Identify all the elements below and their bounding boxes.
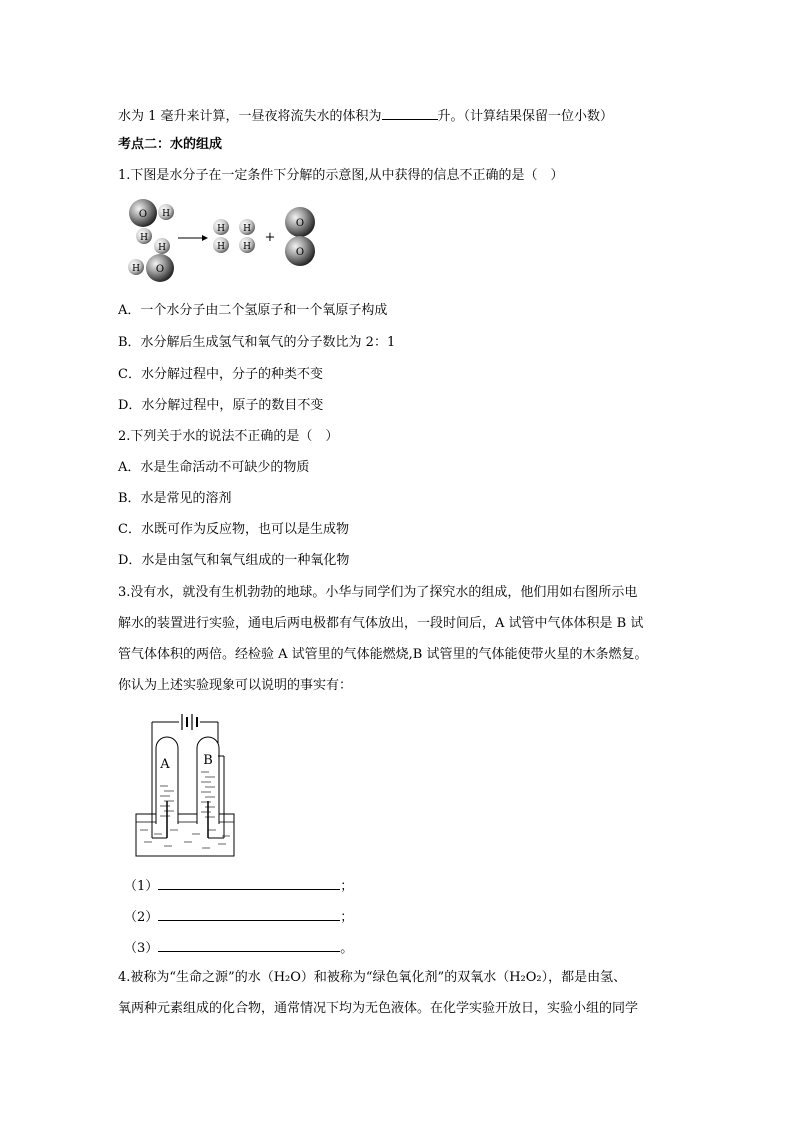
q2-option-c: C．水既可作为反应物，也可以是生成物 (118, 522, 349, 537)
tube-a-label: A (160, 757, 170, 772)
svg-text:O: O (155, 264, 165, 275)
q1-option-c: C．水分解过程中，分子的种类不变 (118, 367, 323, 382)
q3-line-1: 3.没有水，就没有生机勃勃的地球。小华与同学们为了探究水的组成，他们用如右图所示电 (118, 585, 638, 600)
svg-text:O: O (295, 218, 305, 229)
svg-text:H: H (140, 233, 148, 243)
svg-text:H: H (217, 224, 225, 234)
q3-answer-3-blank[interactable] (158, 938, 340, 952)
q2-option-a: A．水是生命活动不可缺少的物质 (118, 460, 310, 475)
electrolysis-apparatus (134, 706, 236, 858)
q3-answer-2-label: （2） (124, 910, 159, 925)
plus-sign: + (264, 230, 276, 245)
q4-line-2: 氧两种元素组成的化合物，通常情况下均为无色液体。在化学实验开放日，实验小组的同学 (118, 1001, 639, 1016)
q3-answer-2 (124, 907, 353, 926)
intro-answer-blank[interactable] (382, 106, 438, 120)
svg-text:O: O (138, 209, 148, 220)
water-molecule-bottom (128, 238, 174, 282)
q4-line-1: 4.被称为“生命之源”的水（H₂O）和被称为“绿色氧化剂”的双氧水（H₂O₂），都是由氢、 (118, 970, 627, 985)
q3-answer-1-label: （1） (124, 879, 159, 894)
q3-answer-1-blank[interactable] (158, 876, 340, 890)
test-tube-a (152, 737, 178, 838)
intro-line (118, 106, 613, 125)
section-title: 考点二：水的组成 (118, 137, 223, 152)
q3-line-3: 管气体体积的两倍。经检验 A 试管里的气体能燃烧,B 试管里的气体能使带火星的木条燃复。 (118, 647, 648, 662)
water-molecule-top (129, 199, 174, 244)
water-decomposition-diagram (118, 196, 338, 286)
q2-option-d: D．水是由氢气和氧气组成的一种氧化物 (118, 553, 350, 568)
reaction-arrow (178, 235, 208, 241)
q3-line-4: 你认为上述实验现象可以说明的事实有： (118, 678, 353, 693)
q1-option-b: B．水分解后生成氢气和氧气的分子数比为 2：1 (118, 335, 396, 350)
q1-option-a: A．一个水分子由二个氢原子和一个氧原子构成 (118, 303, 388, 318)
q3-answer-3-label: （3） (124, 941, 159, 956)
q3-answer-3 (124, 938, 353, 957)
q3-answer-2-end: ； (340, 910, 354, 925)
svg-text:O: O (295, 247, 305, 258)
oxygen-molecule (285, 207, 315, 266)
q3-answer-1-end: ； (340, 879, 354, 894)
q1-stem: 1.下图是水分子在一定条件下分解的示意图,从中获得的信息不正确的是（ ） (118, 168, 564, 183)
tube-b-label: B (203, 753, 213, 768)
q2-option-b: B．水是常见的溶剂 (118, 491, 232, 506)
q3-answer-2-blank[interactable] (158, 907, 340, 921)
hydrogen-molecule-right (239, 219, 255, 253)
q2-stem: 2.下列关于水的说法不正确的是（ ） (118, 429, 339, 444)
q3-answer-3-end: 。 (340, 941, 354, 956)
svg-text:H: H (243, 224, 251, 234)
q3-answer-1 (124, 876, 353, 895)
intro-text-before: 水为 1 毫升来计算，一昼夜将流失水的体积为 (118, 109, 382, 124)
svg-text:H: H (243, 242, 251, 252)
hydrogen-molecule-left (213, 219, 229, 253)
intro-text-after: 升。（计算结果保留一位小数） (437, 109, 614, 124)
q3-line-2: 解水的装置进行实验，通电后两电极都有气体放出，一段时间后，A 试管中气体体积是 B 试 (118, 616, 644, 631)
q1-option-d: D．水分解过程中，原子的数目不变 (118, 398, 324, 413)
svg-text:H: H (132, 264, 140, 274)
svg-text:H: H (158, 243, 166, 253)
svg-text:H: H (162, 209, 170, 219)
svg-text:H: H (217, 242, 225, 252)
